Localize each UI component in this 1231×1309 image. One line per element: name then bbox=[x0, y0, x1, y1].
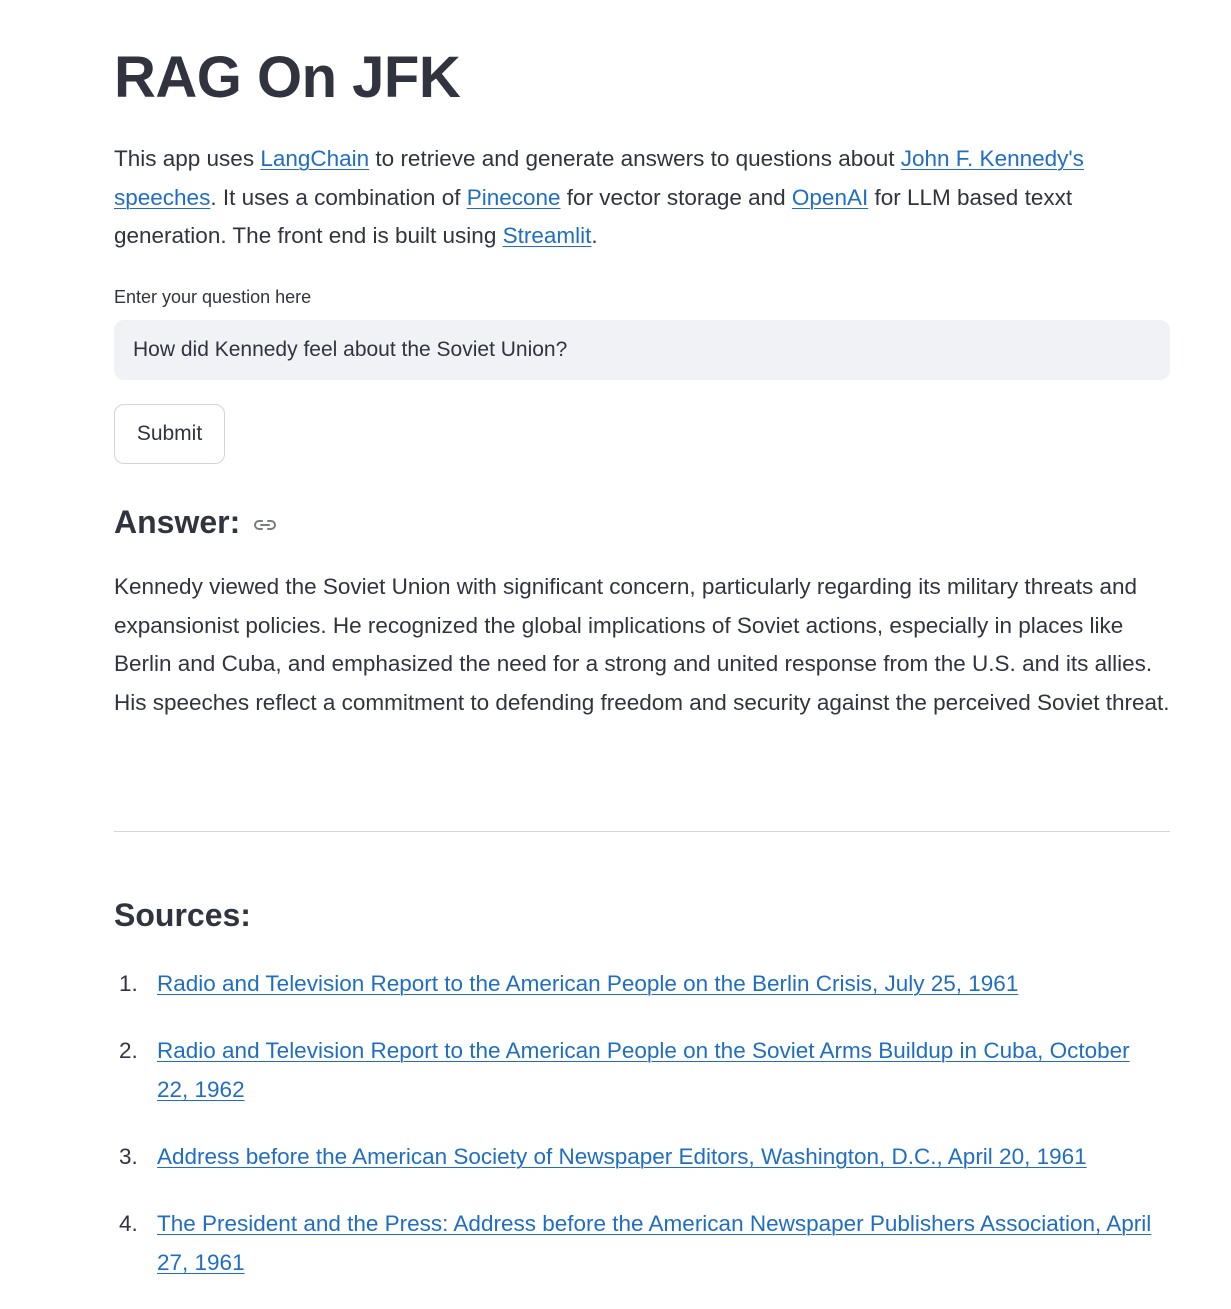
list-item-number: 3. bbox=[119, 1144, 138, 1169]
intro-text: . It uses a combination of bbox=[210, 184, 467, 210]
page-title: RAG On JFK bbox=[114, 45, 461, 110]
question-label: Enter your question here bbox=[114, 287, 312, 307]
source-link[interactable]: Radio and Television Report to the American People on the Soviet Arms Buildup in Cuba, October 22, 1962 bbox=[157, 1038, 1130, 1102]
divider bbox=[114, 831, 1170, 832]
source-link[interactable]: Address before the American Society of Newspaper Editors, Washington, D.C., April 20, 1961 bbox=[157, 1144, 1087, 1169]
list-item-number: 2. bbox=[119, 1038, 138, 1063]
langchain-link[interactable]: LangChain bbox=[260, 146, 370, 171]
intro-paragraph bbox=[114, 140, 1114, 256]
intro-text: This app uses bbox=[114, 146, 261, 171]
jfk-speeches-link[interactable]: John F. Kennedy's speeches bbox=[114, 146, 1084, 210]
question-input[interactable] bbox=[114, 320, 1170, 380]
pinecone-link[interactable]: Pinecone bbox=[466, 184, 561, 210]
intro-text: for vector storage and bbox=[560, 184, 792, 210]
list-item-number: 4. bbox=[119, 1211, 138, 1236]
answer-heading-text: Answer: bbox=[114, 504, 241, 540]
submit-button[interactable]: Submit bbox=[114, 404, 225, 464]
openai-link[interactable]: OpenAI bbox=[791, 184, 869, 210]
answer-heading bbox=[114, 500, 278, 544]
source-link[interactable]: The President and the Press: Address before the American Newspaper Publishers Association, April 27, 1961 bbox=[157, 1211, 1152, 1275]
link-icon[interactable] bbox=[252, 517, 278, 533]
source-link[interactable]: Radio and Television Report to the American People on the Berlin Crisis, July 25, 1961 bbox=[157, 971, 1019, 996]
sources-heading: Sources: bbox=[114, 897, 251, 933]
intro-text: . bbox=[591, 223, 598, 248]
intro-text: for LLM based texxt generation. The front end is built using bbox=[114, 184, 1073, 248]
list-item-number: 1. bbox=[119, 971, 138, 996]
answer-text: Kennedy viewed the Soviet Union with significant concern, particularly regarding its military threats and expansionist policies. He recognized the global implications of Soviet actions, especially in places like Berlin and Cuba, and emphasized the need for a strong and united response from the U.S. and its allies. His speeches reflect a commitment to defending freedom and security against the perceived Soviet threat. bbox=[114, 574, 1170, 715]
streamlit-link[interactable]: Streamlit bbox=[502, 223, 592, 248]
intro-text: to retrieve and generate answers to questions about bbox=[369, 146, 901, 171]
